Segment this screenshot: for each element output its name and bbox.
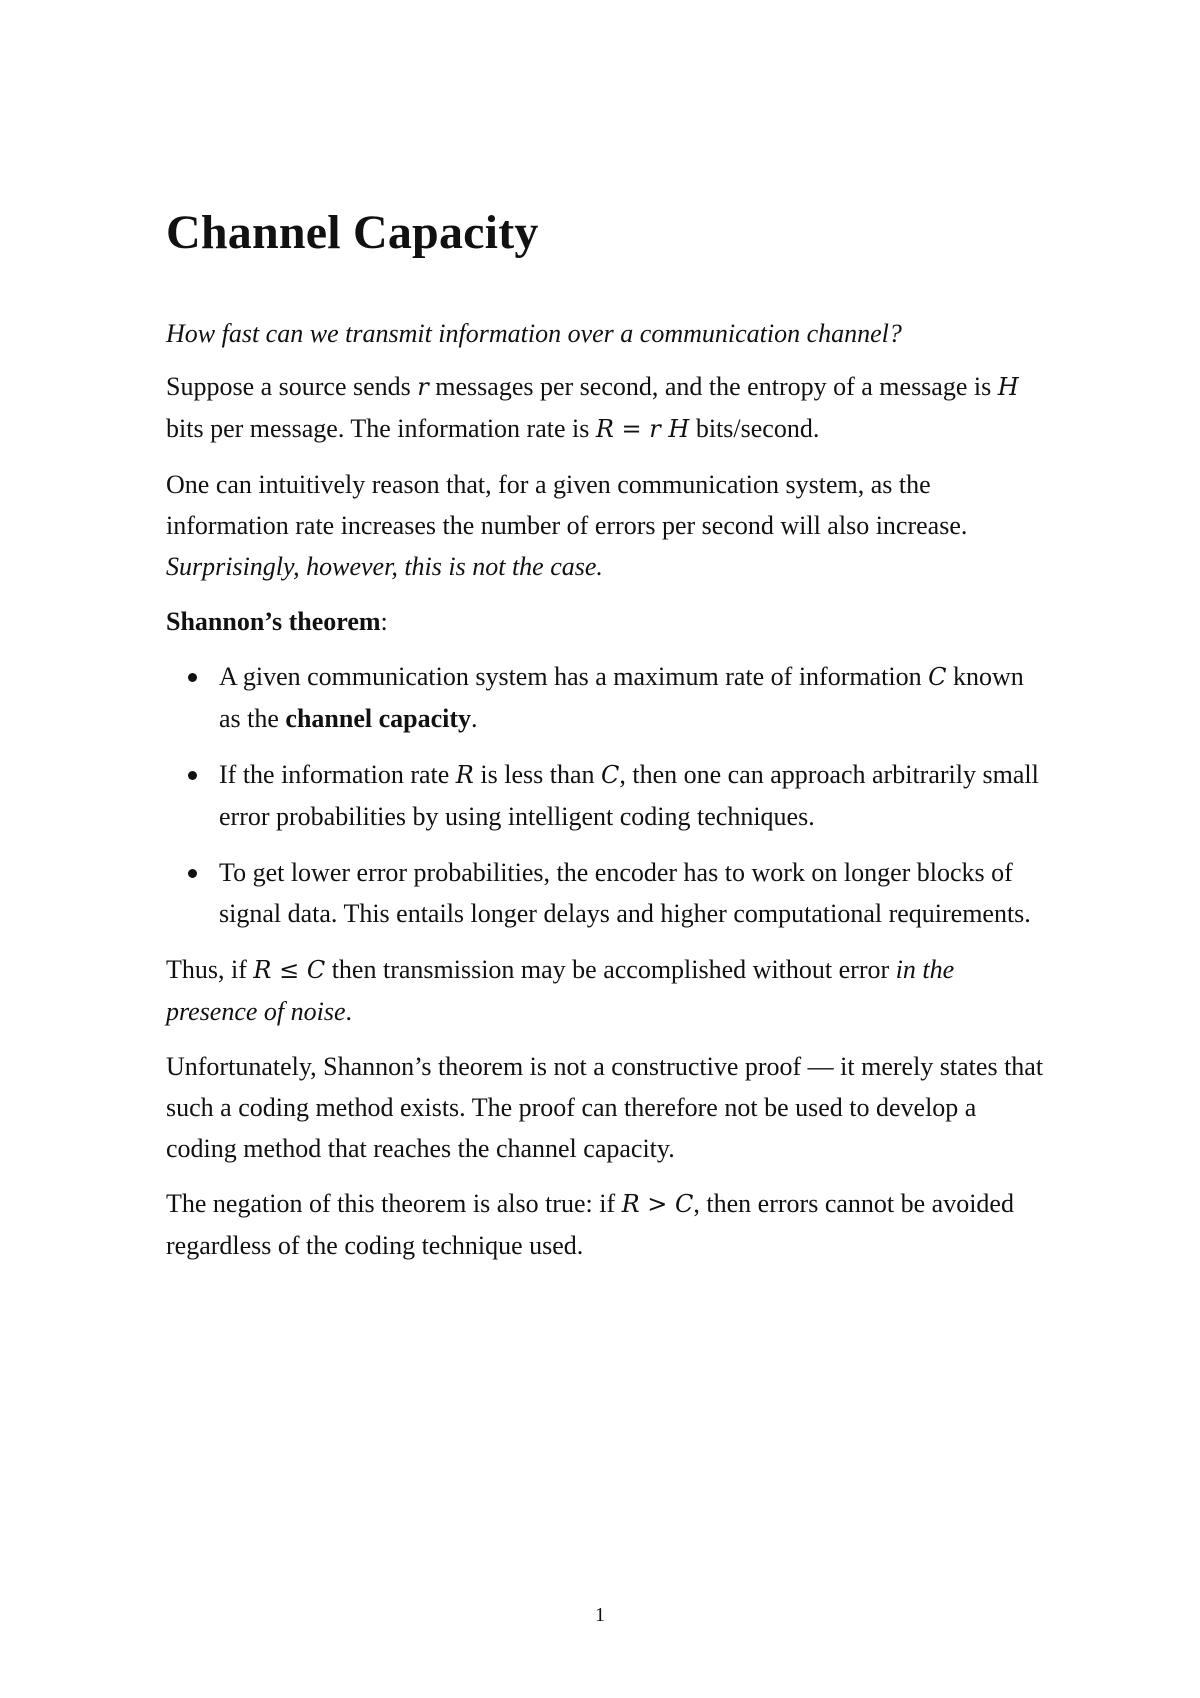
math-c: C (600, 761, 620, 789)
lead-question: How fast can we transmit information over a communication channel? (166, 319, 902, 348)
text-segment: If the information rate (219, 760, 456, 789)
emphasis-surprisingly: Surprisingly, however, this is not the case. (166, 552, 603, 581)
math-r: R (455, 761, 474, 789)
theorem-heading-colon: : (380, 607, 388, 636)
bullet-item-capacity (166, 656, 1046, 739)
theorem-heading-bold: Shannon’s theorem (166, 607, 381, 636)
bullet-item-rate-less-than-capacity (166, 754, 1046, 837)
page-title: Channel Capacity (166, 206, 539, 259)
text-segment: . (471, 704, 478, 733)
paragraph-negation (166, 1183, 1046, 1266)
math-r-gt-c: R > C (621, 1190, 694, 1218)
emphasis-presence-of-noise: in the presence of noise (166, 955, 955, 1026)
text-segment: , then errors cannot be avoided regardless of the coding technique used. (166, 1189, 1014, 1260)
theorem-heading (166, 601, 1046, 642)
page-number: 1 (595, 1604, 605, 1626)
text-segment: , then one can approach arbitrarily small error probabilities by using intelligent coding techniques. (219, 760, 1039, 831)
math-r-leq-c: R ≤ C (253, 956, 326, 984)
bold-channel-capacity: channel capacity (285, 704, 472, 733)
text-segment: A given communication system has a maximum rate of information (219, 662, 929, 691)
text-segment: The negation of this theorem is also true: if (166, 1189, 622, 1218)
page-content (166, 205, 1046, 1280)
text-segment: bits/second. (689, 414, 820, 443)
text-segment: Thus, if (166, 955, 254, 984)
text-segment: . (345, 997, 353, 1026)
text-segment: then transmission may be accomplished without error (325, 955, 896, 984)
paragraph-intuition (166, 464, 1046, 587)
theorem-bullet-list (166, 656, 1046, 934)
paragraph-information-rate (166, 366, 1046, 450)
math-rate-formula: R = r H (595, 415, 690, 443)
math-r: r (417, 373, 429, 401)
text-segment: known as the (219, 662, 1024, 733)
text-segment: To get lower error probabilities, the encoder has to work on longer blocks of signal data. This entails longer delays and higher computational requirements. (219, 858, 1031, 928)
text-segment: bits per message. The information rate is (166, 414, 596, 443)
text-segment: One can intuitively reason that, for a given communication system, as the information rate increases the number of errors per second will also increase. (166, 470, 968, 540)
math-h: H (997, 373, 1019, 401)
paragraph-unfortunately: Unfortunately, Shannon’s theorem is not a constructive proof — it merely states that such a coding method exists. The proof can therefore not be used to develop a coding method that reaches the channel capacity. (166, 1052, 1044, 1163)
math-c: C (928, 663, 947, 691)
bullet-item-longer-blocks (166, 852, 1046, 934)
paragraph-thus (166, 949, 1046, 1032)
text-segment: is less than (473, 760, 601, 789)
text-segment: messages per second, and the entropy of a message is (428, 372, 998, 401)
text-segment: Suppose a source sends (166, 372, 418, 401)
